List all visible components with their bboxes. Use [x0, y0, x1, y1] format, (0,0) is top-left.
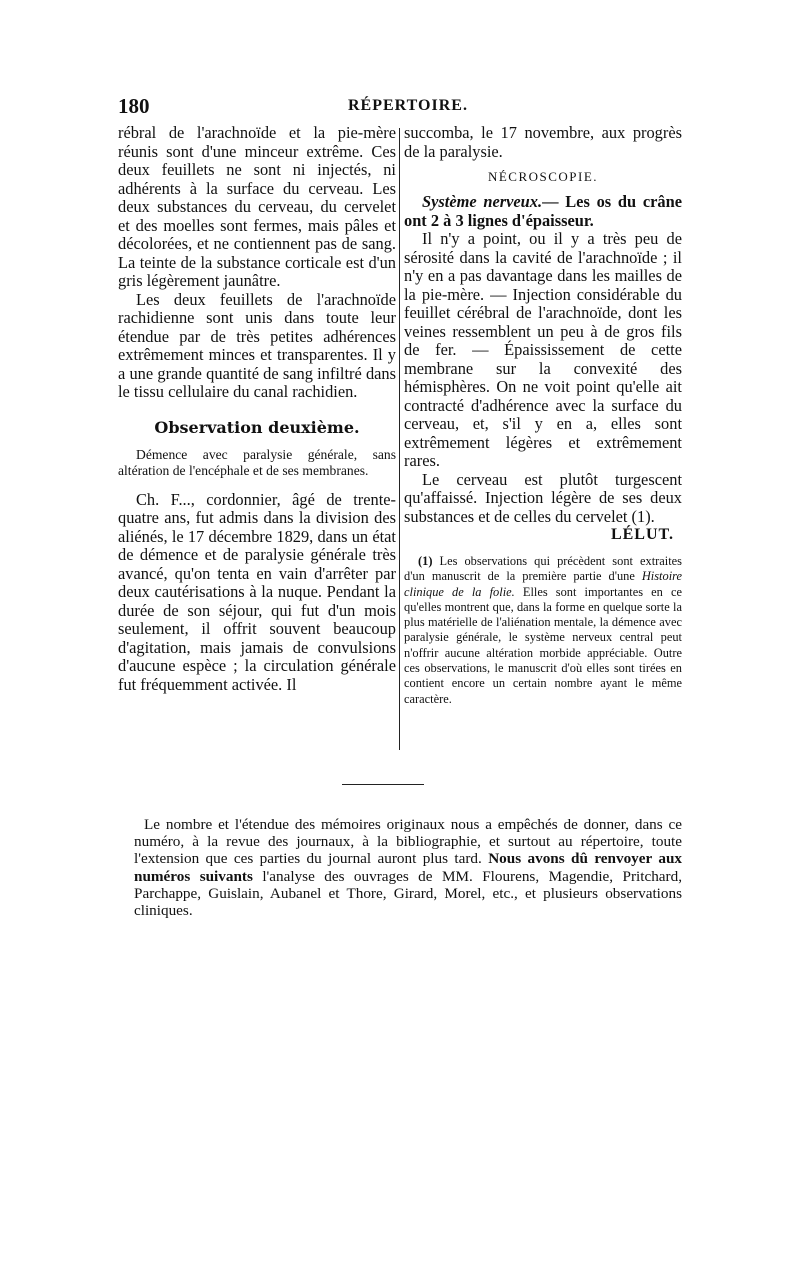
footnote — [404, 554, 682, 707]
editorial-text-a: Le nombre et l'étendue des mémoires originaux nous a empêchés de donner, dans ce numéro, à la revue des journaux, à la bibliographie, et surtout au répertoire, toute l'extension que ces parties du journal auront plus tard. — [134, 816, 682, 868]
right-paragraph-3: Il n'y a point, ou il y a très peu de sérosité dans la cavité de l'arachnoïde ; il n'y en a pas davantage dans les mailles de la pie-mère. — Injection considérable du feuillet cérébral de l'arachnoïde, dont les veines ressemblent un peu à de gros fils de fer. — Épaississement de cette membrane sur la convexité des hémisphères. On ne voit point qu'elle ait contracté d'adhérence avec la surface du cerveau, et, s'il y en a, elles sont extrêmement légères et extrêmement rares. — [404, 229, 682, 470]
footnote-text-b: Elles sont importantes en ce qu'elles montrent que, dans la forme en quelque sorte la plus matérielle de l'aliénation mentale, la démence avec paralysie générale, le système nerveux central peut n'offrir aucune altération morbide appréciable. Outre ces observations, le manuscrit d'où elles sont tirées en contient encore un certain nombre ayant le même caractère. — [404, 584, 682, 706]
page-number: 180 — [118, 94, 150, 118]
separator-rule — [342, 784, 424, 785]
left-paragraph-3: Ch. F..., cordonnier, âgé de trente-quatre ans, fut admis dans la division des aliénés, le 17 décembre 1829, dans un état de démence et de paralysie générale très avancé, qu'on tenta en vain d'arrêter par deux cautérisations à la nuque. Pendant la durée de son séjour, qui fut d'un mois seulement, il offrit souvent beaucoup d'agitation, mais jamais de convulsions d'aucune espèce ; la circulation générale fut fréquemment activée. Il — [118, 489, 396, 694]
left-paragraph-1: rébral de l'arachnoïde et la pie-mère réunis sont d'une minceur extrême. Ces deux feuillets ne sont ni injectés, ni adhérents à la surface du cerveau. Les deux substances du cerveau, du cervelet et des moelles sont fermes, mais pâles et décolorées, et ne contiennent pas de sang. La teinte de la substance corticale est d'un gris légèrement jaunâtre. — [118, 123, 396, 290]
section-title: NÉCROSCOPIE. — [487, 169, 599, 184]
editorial-note — [134, 816, 682, 919]
page-header — [118, 94, 682, 120]
footnote-book-title: Histoire clinique de la folie. — [404, 569, 682, 599]
observation-summary: Démence avec paralysie générale, sans altération de l'encéphale et de ses membranes. — [118, 446, 396, 478]
footnote-marker: (1) — [418, 554, 433, 568]
column-divider — [399, 128, 400, 750]
footnote-text-a: Les observations qui précèdent sont extraites d'un manuscrit de la première partie d'une — [404, 554, 682, 584]
author-signature: LÉLUT. — [610, 526, 674, 543]
editorial-text-b: Nous avons dû renvoyer aux numéros suivants — [134, 850, 683, 885]
right-paragraph-1: succomba, le 17 novembre, aux progrès de la paralysie. — [404, 123, 682, 161]
right-paragraph-4: Le cerveau est plutôt turgescent qu'affaissé. Injection légère de ses deux substances et de celles du cervelet (1). — [404, 469, 682, 526]
subsection-title: Système nerveux. — [422, 192, 543, 211]
left-paragraph-2: Les deux feuillets de l'arachnoïde rachidienne sont unis dans toute leur étendue par de très petites adhérences extrêmement minces et transparentes. Il y a une grande quantité de sang infiltré dans le tissu cellulaire du canal rachidien. — [118, 289, 396, 401]
observation-title: Observation deuxième. — [154, 417, 360, 437]
running-title: RÉPERTOIRE. — [348, 97, 468, 114]
editorial-paragraph — [134, 816, 682, 919]
footnote-text — [404, 554, 682, 707]
signature-line — [404, 526, 682, 544]
editorial-text-c: l'analyse des ouvrages de MM. Flourens, Magendie, Pritchard, Parchappe, Guislain, Aubanel et Thore, Girard, Morel, etc., et plusieurs observations cliniques. — [134, 867, 683, 920]
subsection-text: — Les os du crâne ont 2 à 3 lignes d'épaisseur. — [404, 192, 683, 230]
right-column — [404, 124, 682, 707]
left-column — [118, 124, 396, 694]
right-paragraph-2 — [404, 193, 682, 230]
